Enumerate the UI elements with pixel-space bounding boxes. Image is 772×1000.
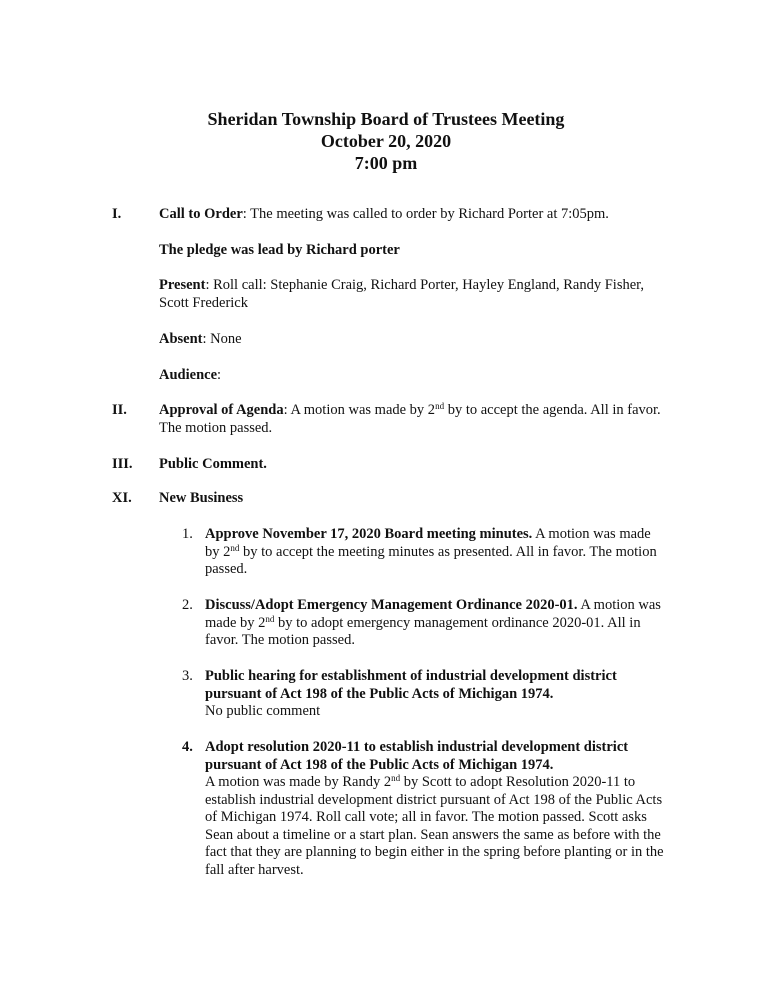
meeting-date: October 20, 2020 bbox=[320, 131, 452, 151]
absent-body: : None bbox=[202, 331, 242, 347]
new-business-text bbox=[159, 490, 669, 508]
public-comment-text bbox=[159, 456, 669, 474]
item-text bbox=[205, 526, 665, 579]
superscript: nd bbox=[435, 401, 445, 411]
present-body: : Roll call: Stephanie Craig, Richard Porter, Hayley England, Randy Fisher, Scott Frederick bbox=[159, 277, 645, 311]
superscript: nd bbox=[265, 613, 275, 624]
item-number: 2. bbox=[182, 597, 193, 613]
section-numeral: III. bbox=[112, 456, 133, 472]
agenda-body-a: : A motion was made by 2 bbox=[283, 402, 436, 418]
approval-of-agenda-text bbox=[159, 402, 669, 437]
present-text bbox=[159, 277, 669, 312]
item-number: 4. bbox=[182, 739, 193, 755]
call-to-order-label: Call to Order bbox=[159, 206, 243, 222]
item-body-b: by Scott to adopt Resolution 2020-11 to establish industrial development district pursuant of Act 198 of the Public Acts of Michigan 1974. Roll call vote; all in favor. The motion passed. Scott asks Sean about a timeline or a start plan. Sean answers the same as before with the fact that they are planning to begin either in the spring before planting or in the fall after harvest. bbox=[205, 774, 664, 878]
item-text bbox=[205, 739, 665, 879]
meeting-header bbox=[0, 108, 772, 174]
item-title: Approve November 17, 2020 Board meeting minutes. bbox=[205, 526, 533, 542]
absent-label: Absent bbox=[159, 331, 203, 347]
item-body-a: A motion was made by 2 bbox=[205, 526, 651, 560]
present-label: Present bbox=[159, 277, 206, 293]
meeting-time: 7:00 pm bbox=[354, 153, 418, 173]
agenda-body-b: by to accept the agenda. All in favor. The motion passed. bbox=[159, 402, 661, 436]
section-numeral: XI. bbox=[112, 490, 132, 506]
item-body: No public comment bbox=[205, 703, 321, 719]
pledge-label: The pledge was lead by Richard porter bbox=[159, 242, 400, 258]
call-to-order-body: : The meeting was called to order by Richard Porter at 7:05pm. bbox=[242, 206, 609, 222]
meeting-title: Sheridan Township Board of Trustees Meeting bbox=[207, 109, 565, 129]
superscript: nd bbox=[391, 773, 401, 783]
new-business-label: New Business bbox=[159, 490, 244, 506]
item-number: 3. bbox=[182, 668, 193, 684]
audience-text bbox=[159, 367, 669, 385]
item-body-b: by to accept the meeting minutes as presented. All in favor. The motion passed. bbox=[205, 543, 657, 577]
superscript: nd bbox=[230, 542, 240, 553]
item-body-a: A motion was made by 2 bbox=[205, 597, 661, 631]
call-to-order-text bbox=[159, 206, 669, 224]
item-body-a: A motion was made by Randy 2 bbox=[205, 774, 392, 790]
item-text bbox=[205, 668, 665, 721]
item-text bbox=[205, 597, 665, 650]
item-number: 1. bbox=[182, 526, 193, 542]
item-title: Discuss/Adopt Emergency Management Ordinance 2020-01. bbox=[205, 597, 578, 613]
audience-label: Audience bbox=[159, 367, 217, 383]
section-numeral: II. bbox=[112, 402, 127, 418]
public-comment-label: Public Comment. bbox=[159, 456, 267, 472]
absent-text bbox=[159, 331, 669, 349]
item-title: Adopt resolution 2020-11 to establish industrial development district pursuant of Act 198 of the Public Acts of Michigan 1974. bbox=[205, 739, 629, 773]
section-numeral: I. bbox=[112, 206, 122, 222]
approval-of-agenda-label: Approval of Agenda bbox=[159, 402, 284, 418]
item-body-b: by to adopt emergency management ordinance 2020-01. All in favor. The motion passed. bbox=[205, 614, 641, 648]
pledge-text bbox=[159, 242, 669, 260]
audience-body: : bbox=[217, 367, 222, 383]
item-title: Public hearing for establishment of industrial development district pursuant of Act 198 of the Public Acts of Michigan 1974. bbox=[205, 668, 617, 702]
